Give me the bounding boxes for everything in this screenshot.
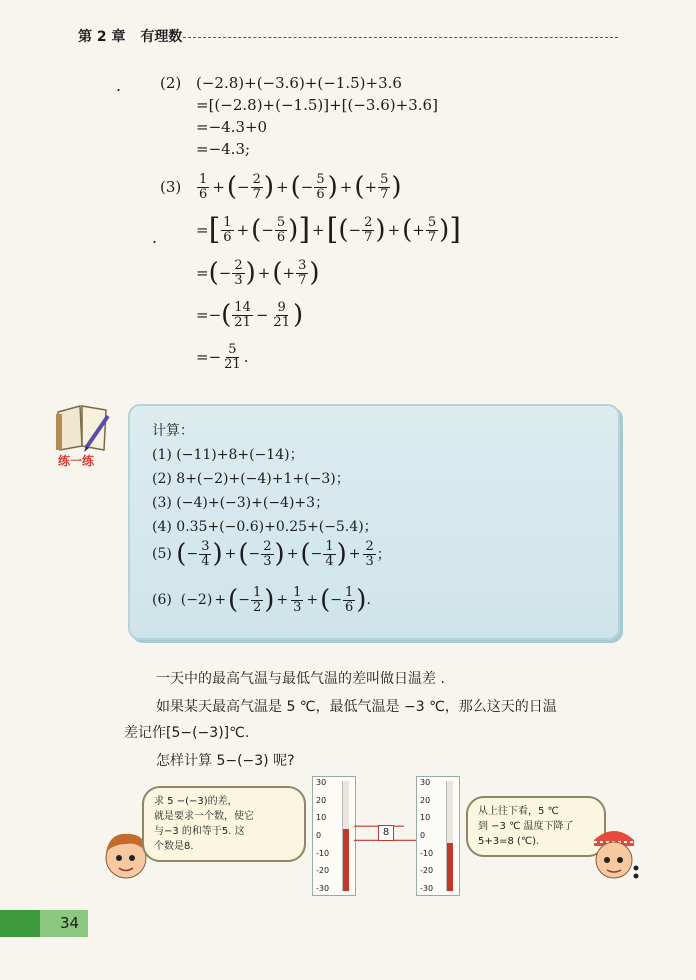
ex2-line4 bbox=[160, 138, 580, 160]
bubble-line: 到 −3 ℃ 温度下降了 bbox=[478, 821, 574, 832]
thermometer-tick-label: 10 bbox=[316, 813, 327, 823]
problem-5-label: (5) bbox=[152, 546, 172, 563]
notebook-pencil-icon bbox=[52, 398, 114, 456]
ex2-expression: (−2.8)+(−3.6)+(−1.5)+3.6 bbox=[196, 74, 402, 92]
practice-problem-1: (1) (−11)+8+(−14)； bbox=[152, 447, 304, 463]
practice-problem-5: (5) ( − $\frac{3}{4}$ ) + ( − $\frac{2}{3}$ ) + ( − $\frac{1}{4}$ ) + $\frac{2}{3}$ ； bbox=[152, 539, 391, 570]
paragraph-example-cont: 差记作[5−(−3)]℃. bbox=[124, 725, 250, 741]
student-face-right-icon bbox=[588, 822, 640, 882]
thermometer-tick-label: -20 bbox=[420, 866, 434, 876]
page-number: 34 bbox=[60, 914, 80, 932]
bubble-line: 求 5 −(−3)的差， bbox=[154, 796, 238, 807]
ex3-label: (3) bbox=[160, 178, 182, 196]
header-divider bbox=[183, 37, 618, 38]
thermometer-tick-label: -20 bbox=[316, 866, 330, 876]
thermometer-tick-label: 30 bbox=[420, 778, 431, 787]
thermometer-tick-label: 0 bbox=[316, 831, 322, 840]
practice-label: 练一练 bbox=[58, 454, 95, 468]
margin-dot: . bbox=[116, 76, 122, 95]
paragraph-definition: 一天中的最高气温与最低气温的差叫做日温差 . bbox=[156, 671, 445, 687]
practice-problem-3: (3) (−4)+(−3)+(−4)+3； bbox=[152, 495, 330, 511]
thermometer-tick-label: 30 bbox=[316, 778, 327, 787]
practice-problem-6: (6) (−2) + ( − $\frac{1}{2}$ ) + $\frac{1}{3}$ + ( − $\frac{1}{6}$ ) . bbox=[152, 585, 371, 616]
problem-6-label: (6) bbox=[152, 592, 172, 609]
ex2-result: =−4.3; bbox=[196, 140, 251, 158]
thermometer-tick-label: -30 bbox=[420, 884, 434, 893]
paragraph-question: 怎样计算 5−(−3) 呢? bbox=[156, 753, 295, 769]
paragraph-example: 如果某天最高气温是 5 ℃，最低气温是 −3 ℃，那么这天的日温 bbox=[156, 699, 557, 715]
thermometer-tick-label: -30 bbox=[316, 884, 330, 893]
difference-label: 8 bbox=[378, 825, 394, 841]
thermometer-tick-label: 0 bbox=[420, 831, 426, 840]
speech-bubble-left bbox=[142, 786, 306, 862]
ex2-step: =−4.3+0 bbox=[196, 118, 268, 136]
thermometer-tick-label: -10 bbox=[420, 848, 434, 858]
ex2-line3 bbox=[160, 116, 580, 138]
thermometer-tick-label: 20 bbox=[316, 795, 327, 805]
thermometer-right bbox=[416, 776, 460, 896]
ex2-step: =[(−2.8)+(−1.5)]+[(−3.6)+3.6] bbox=[196, 96, 438, 114]
bubble-line: 就是要求一个数，使它 bbox=[154, 811, 254, 822]
ex2-label: (2) bbox=[160, 74, 182, 92]
practice-panel bbox=[128, 404, 620, 640]
ex2-line1 bbox=[160, 72, 580, 94]
worked-examples bbox=[160, 72, 580, 378]
bubble-line: 个数是8. bbox=[154, 841, 194, 852]
ex2-line2 bbox=[160, 94, 580, 116]
practice-problem-4: (4) 0.35+(−0.6)+0.25+(−5.4)； bbox=[152, 519, 378, 535]
bubble-line: 从上往下看，5 ℃ bbox=[478, 806, 559, 817]
ex3-line4: =− ( $\frac{14}{21}$ − $\frac{9}{21}$ ) bbox=[196, 299, 304, 330]
chapter-number: 第 2 章 bbox=[78, 29, 126, 45]
ex3-result-denominator: 21 bbox=[224, 356, 241, 372]
thermometer-tick-label: -10 bbox=[316, 848, 330, 858]
ex3-result-numerator: 5 bbox=[228, 341, 237, 357]
thermometer-tick-label: 20 bbox=[420, 795, 431, 805]
thermometer-left bbox=[312, 776, 356, 896]
chapter-header bbox=[78, 26, 182, 46]
ex3-line3: = ( − $\frac{2}{3}$ ) + ( + $\frac{3}{7}$ ) bbox=[196, 257, 320, 288]
chapter-title: 有理数 bbox=[140, 29, 183, 45]
ex3-line2: = [ $\frac{1}{6}$ + ( − $\frac{5}{6}$ ) ] + [ ( − $\frac{2}{7}$ ) + ( + $\frac{5}{7}$ ) ] bbox=[196, 212, 461, 247]
thermometer-tick-label: 10 bbox=[420, 813, 431, 823]
bubble-line: 与−3 的和等于5. 这 bbox=[154, 826, 245, 837]
speech-bubble-right bbox=[466, 796, 606, 857]
ex3-line5: =− $\frac{5}{21}$ . bbox=[196, 341, 249, 372]
practice-problem-2: (2) 8+(−2)+(−4)+1+(−3)； bbox=[152, 471, 350, 487]
ex3-line1: (3) $\frac{1}{6}$ + ( − $\frac{2}{7}$ ) + ( − $\frac{5}{6}$ ) + ( + $\frac{5}{7}$ ) bbox=[160, 171, 402, 202]
practice-title: 计算： bbox=[152, 423, 194, 439]
bubble-line: 5+3=8 (℃). bbox=[478, 836, 540, 847]
margin-dot: . bbox=[152, 228, 158, 247]
